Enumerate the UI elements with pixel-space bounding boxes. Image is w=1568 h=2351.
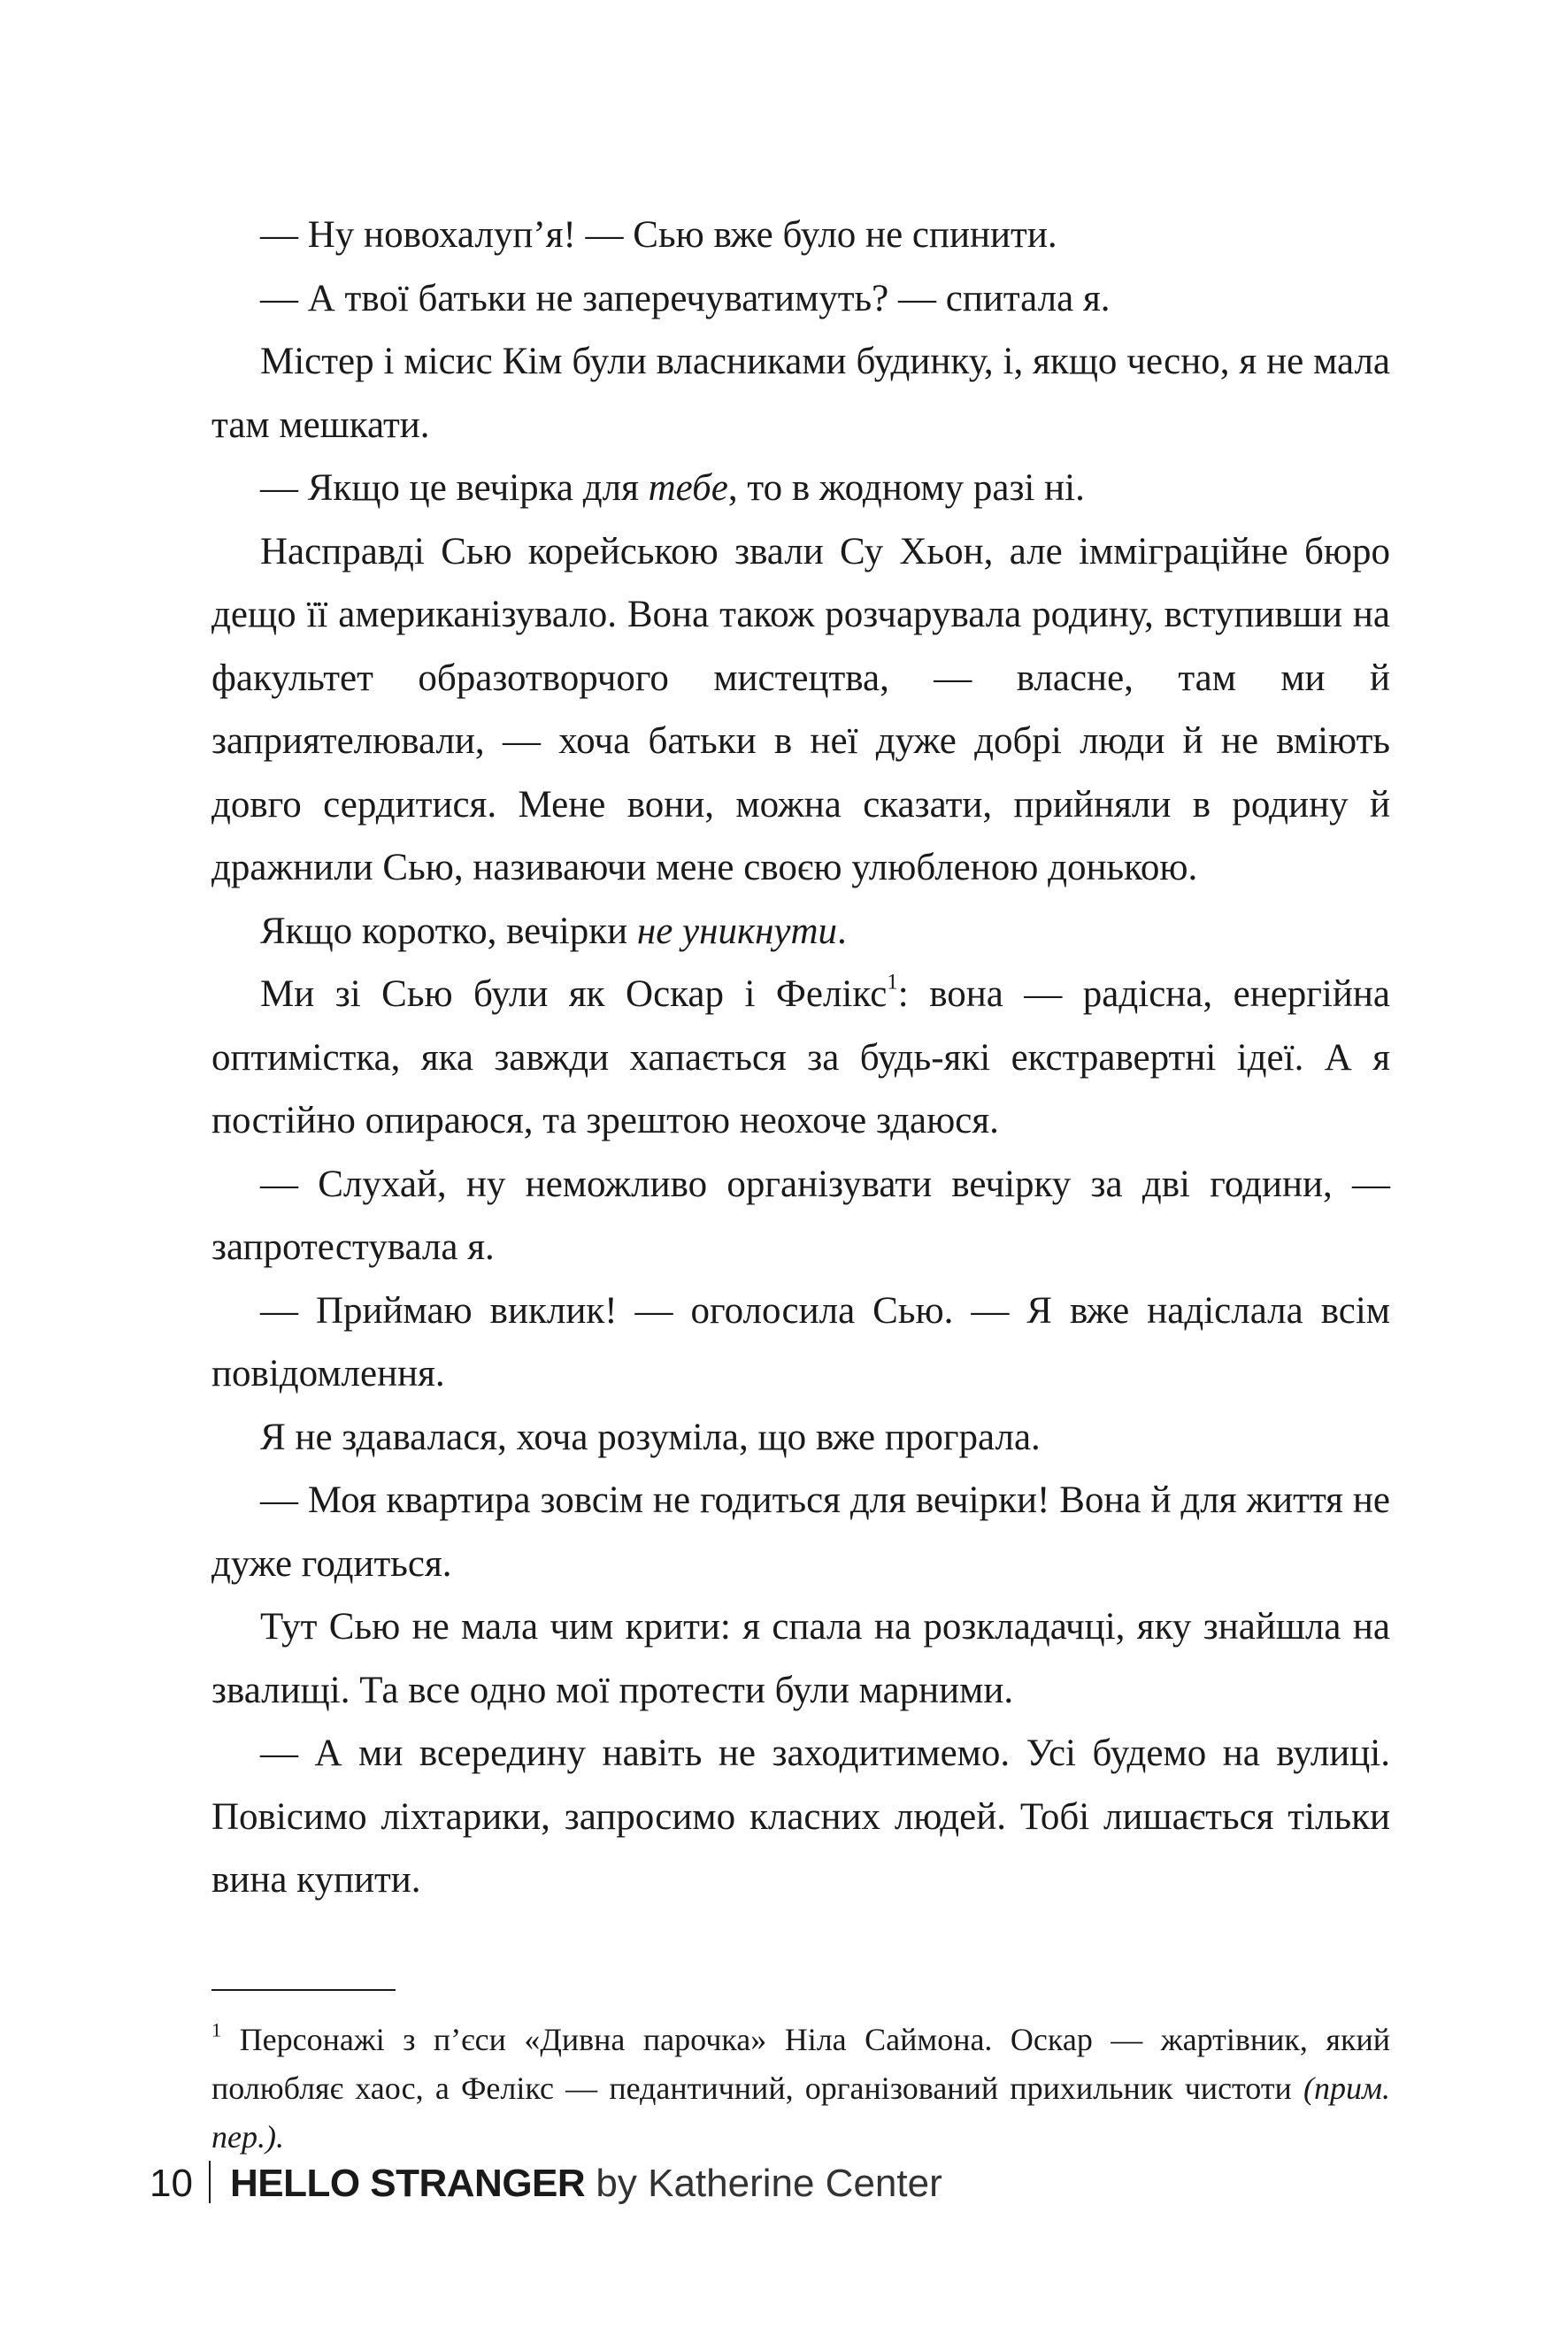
page-number: 10 xyxy=(150,2162,193,2205)
text-run: , то в жодному разі ні. xyxy=(727,467,1085,509)
paragraph: Містер і місис Кім були власниками будинку, і, якщо чесно, я не мала там мешкати. xyxy=(211,341,1390,446)
emphasis: тебе xyxy=(648,467,728,509)
paragraph: Насправді Сью корейською звали Су Хьон, але імміграційне бюро дещо її американізувало. Вона також розчарувала родину, вступивши на факультет образотворчого мистецтва, — власне, там ми й заприятелювали, — хоча батьки в неї дуже добрі люди й не вміють довго сердитися. Мене вони, можна сказати, прийняли в родину й дражнили Сью, називаючи мене своєю улюбленою донькою. xyxy=(211,530,1390,888)
main-text xyxy=(211,204,1390,1912)
paragraph: Тут Сью не мала чим крити: я спала на розкладачці, яку знайшла на звалищі. Та все одно мої протести були марними. xyxy=(211,1606,1390,1711)
text-run: . xyxy=(837,910,847,952)
paragraph xyxy=(211,900,1390,964)
footnote xyxy=(211,2016,1390,2162)
footer-separator xyxy=(209,2161,211,2203)
paragraph: — А ми всередину навіть не заходитимемо. Усі будемо на вулиці. Повісимо ліхтарики, запросимо класних людей. Тобі лишається тільки вина купити. xyxy=(211,1733,1390,1901)
text-run: : вона — радісна, енергійна оптимістка, яка завжди хапається за будь-які екстравертні ідеї. А я постійно опираюся, та зрештою неохоче здаюся. xyxy=(211,973,1390,1141)
text-run: Ми зі Сью були як Оскар і Фелікс xyxy=(260,973,888,1015)
paragraph: — Ну новохалуп’я! — Сью вже було не спинити. xyxy=(260,214,1057,256)
paragraph: — Слухай, ну неможливо організувати вечірку за дві години, — запротестувала я. xyxy=(211,1163,1390,1268)
paragraph xyxy=(211,457,1390,520)
paragraph xyxy=(211,963,1390,1153)
paragraph: Я не здавалася, хоча розуміла, що вже програла. xyxy=(260,1416,1041,1458)
footnote-marker: 1 xyxy=(211,2018,222,2041)
text-run: Якщо коротко, вечірки xyxy=(260,910,637,952)
emphasis: не уникнути xyxy=(636,910,838,952)
paragraph: — Моя квартира зовсім не годиться для вечірки! Вона й для життя не дуже годиться. xyxy=(211,1479,1390,1585)
footnote-reference[interactable]: 1 xyxy=(887,970,898,995)
footnote-divider xyxy=(211,1989,396,1991)
running-footer xyxy=(150,2157,942,2210)
paragraph: — Приймаю виклик! — оголосила Сью. — Я вже надіслала всім повідомлення. xyxy=(211,1289,1390,1394)
footnote-text: Персонажі з п’єси «Дивна парочка» Ніла Саймона. Оскар — жартівник, який полюбляє хаос, а Фелікс — педантичний, організований прихильник чистоти xyxy=(211,2022,1390,2106)
text-run: — Якщо це вечірка для xyxy=(260,467,649,509)
book-title: HELLO STRANGER xyxy=(229,2162,586,2205)
footnote-translator-note: (прим. пер.). xyxy=(211,2071,1390,2155)
book-author: by Katherine Center xyxy=(585,2162,942,2205)
paragraph: — А твої батьки не заперечуватимуть? — спитала я. xyxy=(260,277,1111,319)
